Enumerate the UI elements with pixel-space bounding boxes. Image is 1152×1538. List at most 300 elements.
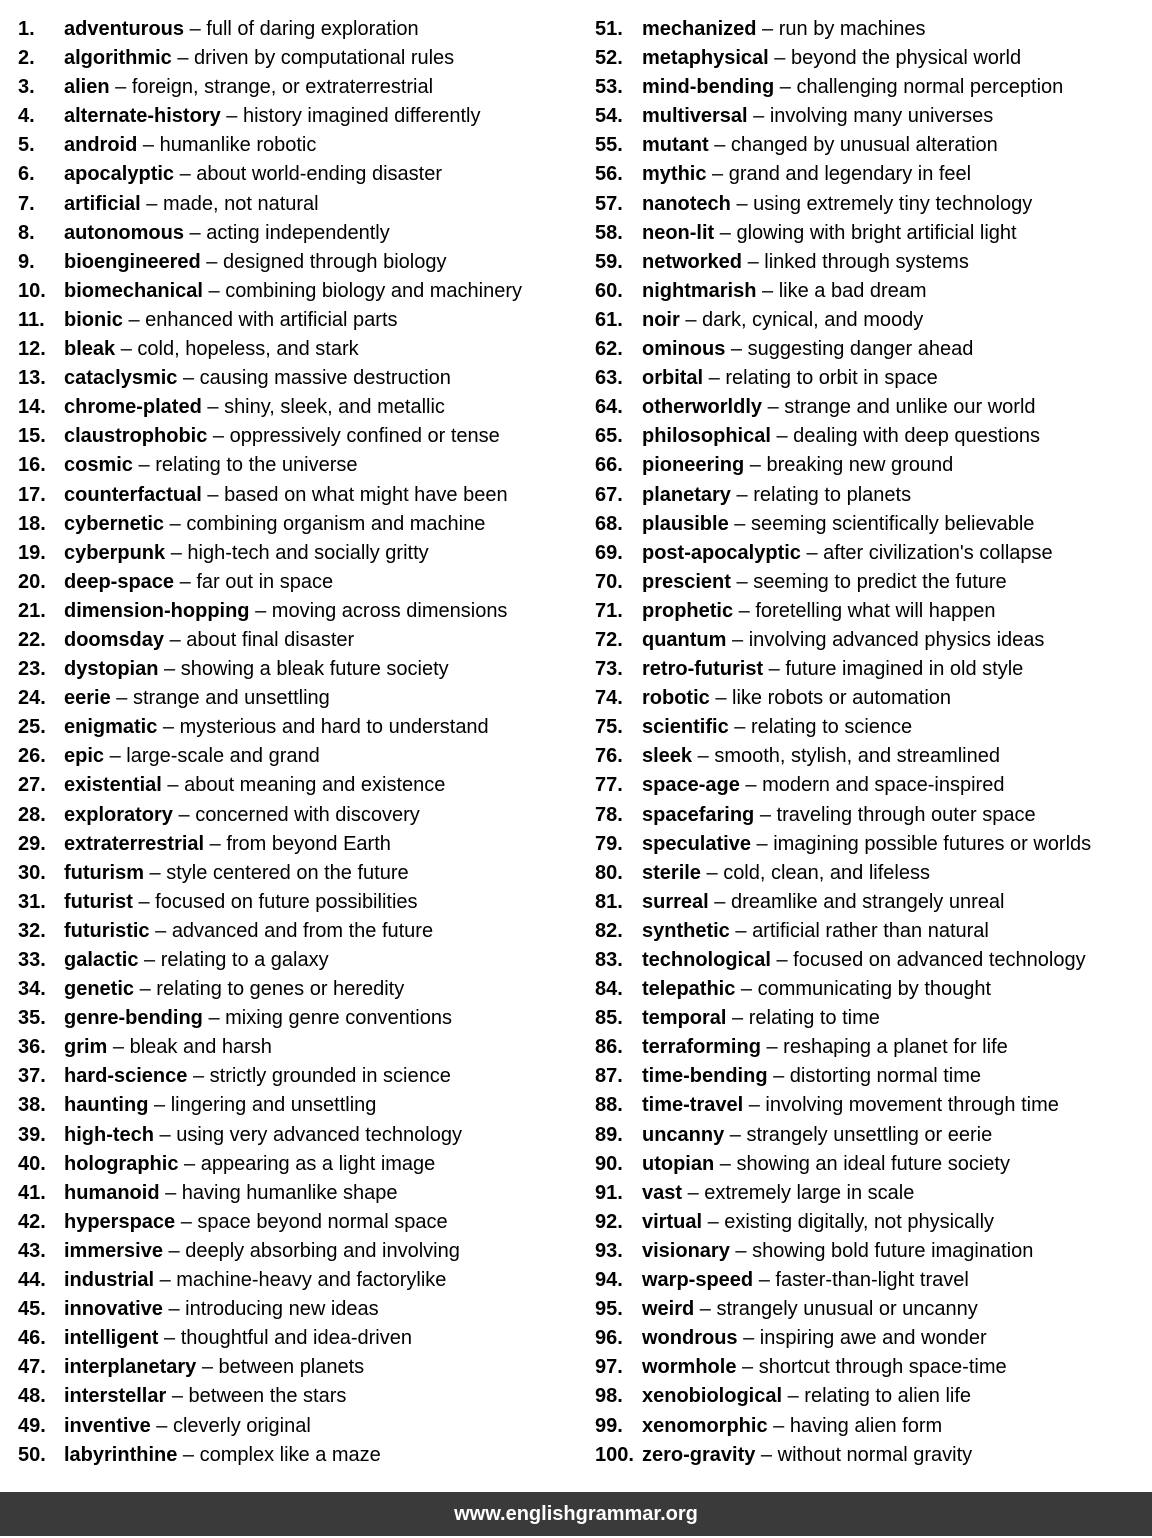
item-word: uncanny [642,1123,725,1146]
item-number: 67. [595,483,623,506]
item-number: 49. [18,1414,46,1437]
item-definition: made, not natural [162,192,319,215]
item-definition: relating to a galaxy [160,949,329,971]
list-item [18,713,594,742]
item-word: networked [642,250,743,273]
item-definition: strictly grounded in science [209,1065,451,1088]
item-number: 95. [595,1298,623,1321]
item-separator: – [725,338,748,361]
item-definition: humanlike robotic [159,134,317,157]
list-item [18,568,594,597]
item-number: 80. [595,861,623,884]
list-item [18,597,594,626]
item-word: otherworldly [642,396,763,419]
item-word: weird [642,1298,695,1321]
list-item [18,539,594,568]
item-word: haunting [64,1094,149,1117]
item-definition: enhanced with artificial parts [145,308,398,331]
item-word: exploratory [64,803,173,826]
item-word: nanotech [642,192,731,215]
item-separator: – [177,1443,200,1466]
item-definition: far out in space [196,570,334,593]
item-definition: foreign, strange, or extraterrestrial [131,76,434,99]
item-definition: linked through systems [764,250,969,273]
item-number: 52. [595,47,623,70]
list-item [18,742,594,771]
item-separator: – [165,541,188,564]
list-item [595,771,1150,800]
item-word: humanoid [64,1181,160,1204]
item-definition: mixing genre conventions [225,1007,452,1030]
item-word: quantum [642,628,727,651]
item-separator: – [800,541,824,564]
list-item [18,1324,594,1353]
item-word: futurist [64,890,133,913]
list-item [595,801,1150,830]
list-item [595,1208,1150,1237]
item-definition: strange and unlike our world [784,396,1036,419]
item-definition: cold, clean, and lifeless [723,861,930,884]
item-definition: introducing new ideas [185,1298,379,1321]
item-definition: after civilization's collapse [823,541,1053,564]
list-item [595,713,1150,742]
item-definition: advanced and from the future [171,919,434,942]
item-word: space-age [642,774,740,797]
item-definition: using very advanced technology [176,1123,462,1146]
item-separator: – [762,396,785,419]
item-word: interstellar [64,1385,167,1408]
item-word: orbital [642,367,704,390]
list-item [18,1062,594,1091]
item-word: algorithmic [64,47,172,70]
item-word: biomechanical [64,279,203,302]
item-word: bleak [64,338,116,361]
item-definition: like a bad dream [778,279,927,302]
item-separator: – [750,832,774,855]
list-item [18,451,594,480]
item-separator: – [201,483,225,506]
item-number: 22. [18,628,46,651]
item-definition: about meaning and existence [184,774,446,797]
item-separator: – [726,1007,749,1030]
item-definition: faster-than-light travel [775,1269,969,1292]
item-number: 79. [595,832,623,855]
item-separator: – [755,1443,778,1466]
item-definition: involving advanced physics ideas [748,628,1045,651]
item-separator: – [204,832,227,855]
item-definition: shortcut through space-time [758,1356,1007,1379]
list-item [595,131,1150,160]
item-word: existential [64,774,162,797]
list-item [18,1121,594,1150]
item-number: 66. [595,454,623,477]
item-definition: strangely unsettling or eerie [746,1123,993,1146]
item-number: 40. [18,1152,46,1175]
item-word: claustrophobic [64,425,208,448]
list-item [595,1237,1150,1266]
item-separator: – [682,1181,705,1204]
item-definition: relating to alien life [804,1385,972,1408]
item-number: 25. [18,716,46,739]
item-separator: – [735,978,758,1001]
list-item [595,335,1150,364]
item-definition: strangely unusual or uncanny [716,1298,978,1321]
item-word: warp-speed [642,1269,754,1292]
item-number: 51. [595,18,623,40]
item-word: time-bending [642,1065,768,1088]
item-separator: – [140,192,163,215]
item-word: prophetic [642,599,734,622]
item-number: 29. [18,832,46,855]
item-word: genre-bending [64,1007,203,1030]
item-number: 75. [595,716,623,739]
item-word: industrial [64,1269,155,1292]
item-separator: – [700,861,724,884]
list-item [595,684,1150,713]
footer-bar [0,1492,1152,1536]
list-item [595,277,1150,306]
item-number: 44. [18,1269,46,1292]
item-definition: showing an ideal future society [736,1152,1010,1175]
item-separator: – [730,570,754,593]
list-item [595,102,1150,131]
item-definition: extremely large in scale [704,1181,915,1204]
item-word: intelligent [64,1327,159,1350]
item-word: innovative [64,1298,163,1321]
item-separator: – [739,774,763,797]
item-separator: – [196,1356,219,1379]
item-definition: focused on future possibilities [155,890,418,913]
list-item [18,1091,594,1120]
item-word: alternate-history [64,105,221,128]
item-separator: – [166,1385,189,1408]
item-word: high-tech [64,1123,154,1146]
item-number: 39. [18,1123,46,1146]
item-word: scientific [642,716,729,739]
item-definition: history imagined differently [242,105,481,128]
item-definition: showing a bleak future society [180,658,449,681]
list-item [18,1208,594,1237]
item-number: 82. [595,919,623,942]
item-separator: – [742,250,765,273]
item-word: epic [64,745,105,768]
list-item [18,335,594,364]
item-word: telepathic [642,978,736,1001]
list-item [18,160,594,189]
list-item [595,1062,1150,1091]
item-number: 10. [18,279,46,302]
item-definition: relating to planets [753,483,912,506]
item-word: dystopian [64,658,159,681]
list-item [18,1237,594,1266]
item-separator: – [730,192,754,215]
item-number: 69. [595,541,623,564]
list-item [595,248,1150,277]
item-number: 41. [18,1181,46,1204]
list-item [595,888,1150,917]
item-definition: breaking new ground [766,454,954,477]
list-item [595,1121,1150,1150]
item-separator: – [679,308,703,331]
item-definition: having humanlike shape [181,1181,398,1204]
item-separator: – [149,919,172,942]
item-separator: – [150,1414,173,1437]
item-definition: high-tech and socially gritty [187,541,429,564]
item-definition: beyond the physical world [790,47,1022,70]
item-separator: – [756,18,779,40]
list-item [18,830,594,859]
item-separator: – [714,221,737,244]
list-item [18,422,594,451]
item-word: cyberpunk [64,541,166,564]
item-number: 93. [595,1239,623,1262]
item-number: 56. [595,163,623,186]
item-separator: – [162,1239,186,1262]
list-item [18,1353,594,1382]
item-number: 73. [595,658,623,681]
item-word: autonomous [64,221,184,244]
item-definition: combining biology and machinery [225,279,523,302]
list-item [595,1179,1150,1208]
item-number: 92. [595,1210,623,1233]
item-definition: driven by computational rules [194,47,455,70]
item-definition: based on what might have been [224,483,508,506]
list-item [595,160,1150,189]
list-item [18,277,594,306]
item-separator: – [174,570,197,593]
item-number: 11. [18,308,45,331]
item-separator: – [768,47,791,70]
item-word: visionary [642,1239,730,1262]
item-definition: acting independently [206,221,390,244]
list-item [595,1150,1150,1179]
item-word: cybernetic [64,512,165,535]
item-number: 47. [18,1356,46,1379]
item-number: 36. [18,1036,46,1059]
item-definition: dealing with deep questions [793,425,1041,448]
list-item [18,190,594,219]
item-number: 60. [595,279,623,302]
item-number: 45. [18,1298,46,1321]
list-item [595,15,1150,44]
item-definition: between the stars [188,1385,347,1408]
item-definition: focused on advanced technology [793,949,1086,971]
item-definition: shiny, sleek, and metallic [224,396,445,419]
item-word: cataclysmic [64,367,178,390]
item-word: futurism [64,861,144,884]
item-word: plausible [642,512,729,535]
item-word: time-travel [642,1094,744,1117]
list-item [595,1091,1150,1120]
item-word: android [64,134,138,157]
item-number: 68. [595,512,623,535]
item-definition: strange and unsettling [132,687,330,710]
item-word: sleek [642,745,693,768]
item-word: technological [642,949,771,971]
item-number: 87. [595,1065,623,1088]
item-separator: – [132,890,156,913]
item-separator: – [692,745,715,768]
list-item [18,44,594,73]
item-definition: without normal gravity [777,1443,973,1466]
item-word: interplanetary [64,1356,197,1379]
item-number: 63. [595,367,623,390]
item-number: 5. [18,134,35,157]
list-item [18,684,594,713]
list-item [595,1441,1150,1470]
list-item [18,1412,594,1441]
item-separator: – [774,76,797,99]
item-word: grim [64,1036,108,1059]
item-word: apocalyptic [64,163,175,186]
item-word: doomsday [64,628,165,651]
item-word: extraterrestrial [64,832,205,855]
item-word: xenomorphic [642,1414,768,1437]
item-definition: involving movement through time [765,1094,1059,1117]
item-word: enigmatic [64,716,158,739]
item-word: wondrous [642,1327,738,1350]
item-separator: – [164,512,187,535]
item-separator: – [736,1356,759,1379]
item-number: 42. [18,1210,46,1233]
left-column [18,15,594,1470]
item-separator: – [154,1269,177,1292]
item-separator: – [164,628,187,651]
item-number: 70. [595,570,623,593]
item-separator: – [161,774,185,797]
item-definition: grand and legendary in feel [728,163,972,186]
item-separator: – [733,599,756,622]
item-number: 74. [595,687,623,710]
item-number: 28. [18,803,46,826]
item-number: 18. [18,512,46,535]
item-number: 15. [18,425,46,448]
item-separator: – [115,338,138,361]
item-definition: appearing as a light image [200,1152,436,1175]
list-item [595,975,1150,1004]
item-definition: inspiring awe and wonder [759,1327,987,1350]
item-number: 58. [595,221,623,244]
item-number: 31. [18,890,46,913]
item-number: 59. [595,250,623,273]
item-number: 8. [18,221,35,244]
item-number: 77. [595,774,623,797]
item-word: xenobiological [642,1385,783,1408]
item-word: speculative [642,832,751,855]
item-word: ominous [642,338,726,361]
list-item [18,510,594,539]
list-item [18,364,594,393]
item-number: 37. [18,1065,46,1088]
item-definition: involving many universes [769,105,994,128]
item-separator: – [744,454,767,477]
item-number: 98. [595,1385,623,1408]
item-number: 65. [595,425,623,448]
footer-url[interactable]: www.englishgrammar.org [454,1503,698,1525]
item-word: noir [642,308,680,331]
item-separator: – [714,1152,737,1175]
item-number: 83. [595,949,623,971]
item-definition: modern and space-inspired [762,774,1005,797]
item-separator: – [730,483,754,506]
item-number: 33. [18,949,46,971]
item-separator: – [729,1239,753,1262]
list-item [18,248,594,277]
item-number: 57. [595,192,623,215]
item-separator: – [708,134,731,157]
list-item [18,975,594,1004]
item-definition: changed by unusual alteration [730,134,998,157]
item-definition: run by machines [778,18,926,40]
item-number: 21. [18,599,46,622]
item-definition: cold, hopeless, and stark [137,338,359,361]
item-definition: causing massive destruction [199,367,451,390]
item-number: 16. [18,454,46,477]
item-word: hard-science [64,1065,188,1088]
item-separator: – [207,425,230,448]
list-item [595,830,1150,859]
item-word: counterfactual [64,483,202,506]
item-word: mythic [642,163,707,186]
item-separator: – [122,308,146,331]
item-definition: combining organism and machine [186,512,486,535]
item-definition: space beyond normal space [197,1210,448,1233]
item-number: 13. [18,367,46,390]
item-separator: – [770,425,794,448]
item-separator: – [202,1007,226,1030]
item-number: 7. [18,192,35,215]
item-number: 46. [18,1327,46,1350]
item-separator: – [177,367,200,390]
list-item [18,131,594,160]
item-definition: relating to science [750,716,913,739]
item-word: wormhole [642,1356,737,1379]
list-item [18,481,594,510]
item-definition: relating to genes or heredity [156,978,405,1001]
item-separator: – [138,949,161,971]
item-number: 89. [595,1123,623,1146]
item-definition: concerned with discovery [195,803,420,826]
list-item [595,1004,1150,1033]
item-definition: dark, cynical, and moody [702,308,924,331]
item-number: 30. [18,861,46,884]
list-item [595,1324,1150,1353]
list-item [595,306,1150,335]
item-number: 14. [18,396,46,419]
item-number: 55. [595,134,623,157]
item-definition: style centered on the future [166,861,409,884]
item-definition: cleverly original [172,1414,311,1437]
item-separator: – [107,1036,130,1059]
item-word: philosophical [642,425,771,448]
item-separator: – [728,512,751,535]
item-word: deep-space [64,570,175,593]
item-separator: – [703,367,726,390]
item-word: mind-bending [642,76,775,99]
list-item [18,1033,594,1062]
item-separator: – [709,687,733,710]
item-number: 48. [18,1385,46,1408]
list-item [18,1382,594,1411]
list-item [595,626,1150,655]
item-separator: – [763,658,786,681]
item-word: alien [64,76,110,99]
item-separator: – [158,658,181,681]
list-item [18,393,594,422]
item-definition: moving across dimensions [271,599,508,622]
item-separator: – [178,1152,201,1175]
list-item [18,626,594,655]
